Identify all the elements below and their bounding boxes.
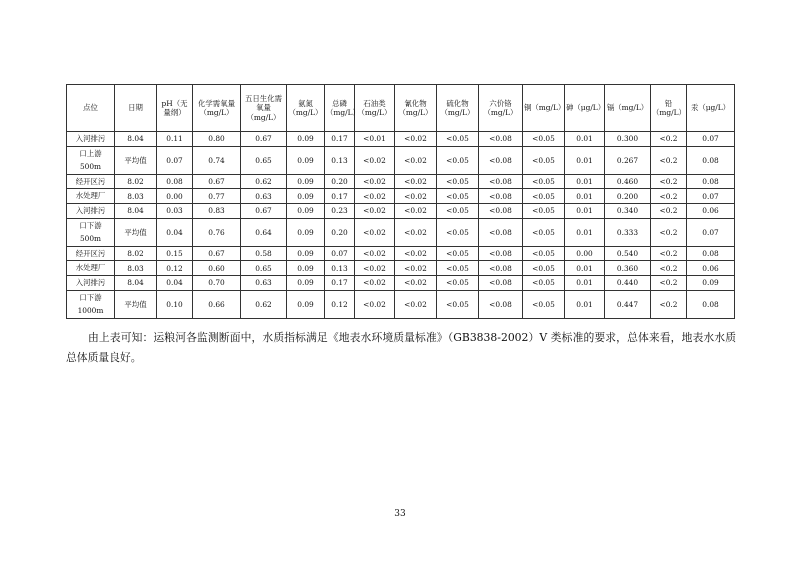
site-label-line: 口上游 xyxy=(79,148,102,158)
table-row xyxy=(67,132,735,147)
value-cell: <0.02 xyxy=(355,203,395,218)
value-cell: 0.09 xyxy=(287,218,325,246)
value-cell: 0.09 xyxy=(287,290,325,318)
value-cell: 0.13 xyxy=(325,261,355,276)
site-label-line: 入河排污 xyxy=(75,134,106,143)
table-row xyxy=(67,261,735,276)
value-cell: <0.05 xyxy=(437,174,479,189)
value-cell: 0.62 xyxy=(241,174,287,189)
value-cell: <0.02 xyxy=(395,275,437,290)
value-cell: 0.540 xyxy=(605,246,651,261)
value-cell: 0.17 xyxy=(325,275,355,290)
page-number: 33 xyxy=(394,509,406,519)
table-row xyxy=(67,290,735,318)
value-cell: 0.17 xyxy=(325,189,355,204)
value-cell: 0.01 xyxy=(565,146,605,174)
value-cell: 0.09 xyxy=(287,261,325,276)
value-cell: 0.66 xyxy=(193,290,241,318)
value-cell: 0.09 xyxy=(287,203,325,218)
value-cell: 0.09 xyxy=(287,246,325,261)
value-cell: 0.10 xyxy=(157,290,193,318)
site-cell xyxy=(67,189,115,204)
value-cell: 0.300 xyxy=(605,132,651,147)
site-label-line: 1000m xyxy=(77,306,104,316)
value-cell: 0.20 xyxy=(325,174,355,189)
value-cell: 0.03 xyxy=(157,203,193,218)
site-label-line: 入河排污 xyxy=(75,205,106,215)
table-row xyxy=(67,275,735,290)
column-header: 砷（μg/L） xyxy=(565,85,605,132)
value-cell: 0.09 xyxy=(287,174,325,189)
value-cell: 0.08 xyxy=(687,290,735,318)
date-cell: 8.02 xyxy=(115,174,157,189)
value-cell: <0.01 xyxy=(355,132,395,147)
value-cell: <0.05 xyxy=(437,275,479,290)
site-cell xyxy=(67,261,115,276)
value-cell: 0.09 xyxy=(287,132,325,147)
value-cell: 0.15 xyxy=(157,246,193,261)
value-cell: <0.05 xyxy=(437,146,479,174)
value-cell: 0.07 xyxy=(325,246,355,261)
site-cell xyxy=(67,218,115,246)
value-cell: 0.17 xyxy=(325,132,355,147)
date-cell: 平均值 xyxy=(115,218,157,246)
value-cell: <0.05 xyxy=(523,203,565,218)
value-cell: <0.05 xyxy=(523,275,565,290)
value-cell: <0.02 xyxy=(355,146,395,174)
value-cell: <0.05 xyxy=(523,290,565,318)
value-cell: <0.05 xyxy=(523,132,565,147)
value-cell: 0.63 xyxy=(241,275,287,290)
value-cell: 0.00 xyxy=(565,246,605,261)
value-cell: 0.23 xyxy=(325,203,355,218)
value-cell: <0.02 xyxy=(395,203,437,218)
column-header: 总磷（mg/L） xyxy=(325,85,355,132)
table-row xyxy=(67,146,735,174)
value-cell: <0.02 xyxy=(395,189,437,204)
value-cell: 0.74 xyxy=(193,146,241,174)
value-cell: 0.01 xyxy=(565,132,605,147)
value-cell: <0.02 xyxy=(355,174,395,189)
value-cell: 0.62 xyxy=(241,290,287,318)
value-cell: <0.02 xyxy=(395,218,437,246)
value-cell: 0.67 xyxy=(241,132,287,147)
value-cell: <0.02 xyxy=(355,189,395,204)
value-cell: 0.09 xyxy=(287,275,325,290)
value-cell: 0.12 xyxy=(325,290,355,318)
value-cell: 0.267 xyxy=(605,146,651,174)
value-cell: <0.2 xyxy=(651,290,687,318)
value-cell: <0.2 xyxy=(651,246,687,261)
value-cell: 0.333 xyxy=(605,218,651,246)
site-label-line: 水处理厂 xyxy=(75,263,106,273)
value-cell: <0.02 xyxy=(355,261,395,276)
value-cell: 0.04 xyxy=(157,275,193,290)
value-cell: <0.05 xyxy=(437,203,479,218)
value-cell: 0.06 xyxy=(687,261,735,276)
value-cell: 0.65 xyxy=(241,261,287,276)
value-cell: 0.83 xyxy=(193,203,241,218)
column-header: 五日生化需氧量（mg/L） xyxy=(241,85,287,132)
value-cell: 0.70 xyxy=(193,275,241,290)
column-header: 石油类（mg/L） xyxy=(355,85,395,132)
value-cell: <0.05 xyxy=(437,246,479,261)
value-cell: <0.08 xyxy=(479,203,523,218)
value-cell: <0.05 xyxy=(523,174,565,189)
date-cell: 平均值 xyxy=(115,146,157,174)
value-cell: <0.08 xyxy=(479,261,523,276)
value-cell: 0.440 xyxy=(605,275,651,290)
table-row xyxy=(67,203,735,218)
value-cell: 0.06 xyxy=(687,203,735,218)
site-label-line: 入河排污 xyxy=(75,277,106,287)
value-cell: <0.05 xyxy=(437,218,479,246)
value-cell: 0.12 xyxy=(157,261,193,276)
site-label-line: 水处理厂 xyxy=(75,191,106,201)
value-cell: <0.2 xyxy=(651,203,687,218)
date-cell: 8.04 xyxy=(115,132,157,147)
value-cell: 0.09 xyxy=(287,189,325,204)
value-cell: 0.67 xyxy=(193,174,241,189)
site-label-line: 500m xyxy=(79,162,102,172)
value-cell: <0.08 xyxy=(479,146,523,174)
value-cell: 0.60 xyxy=(193,261,241,276)
date-cell: 8.03 xyxy=(115,261,157,276)
site-label-line: 经开区污 xyxy=(75,176,106,186)
value-cell: 0.64 xyxy=(241,218,287,246)
conclusion-paragraph: 由上表可知：运粮河各监测断面中，水质指标满足《地表水环境质量标准》（GB3838-2002）V 类标准的要求，总体来看，地表水水质总体质量良好。 xyxy=(66,331,736,364)
site-cell xyxy=(67,174,115,189)
value-cell: <0.08 xyxy=(479,246,523,261)
value-cell: 0.09 xyxy=(687,275,735,290)
value-cell: <0.05 xyxy=(523,261,565,276)
value-cell: 0.07 xyxy=(687,132,735,147)
column-header: pH（无量纲） xyxy=(157,85,193,132)
site-cell xyxy=(67,132,115,147)
site-cell xyxy=(67,290,115,318)
value-cell: <0.05 xyxy=(523,146,565,174)
value-cell: 0.01 xyxy=(565,261,605,276)
value-cell: <0.08 xyxy=(479,290,523,318)
value-cell: 0.80 xyxy=(193,132,241,147)
column-header: 硫化物（mg/L） xyxy=(437,85,479,132)
value-cell: <0.2 xyxy=(651,218,687,246)
value-cell: <0.2 xyxy=(651,174,687,189)
value-cell: <0.05 xyxy=(437,132,479,147)
value-cell: <0.05 xyxy=(437,290,479,318)
value-cell: <0.05 xyxy=(437,261,479,276)
table-body xyxy=(67,132,735,319)
value-cell: <0.08 xyxy=(479,174,523,189)
date-cell: 8.04 xyxy=(115,203,157,218)
column-header: 六价铬（mg/L） xyxy=(479,85,523,132)
value-cell: <0.05 xyxy=(523,189,565,204)
value-cell: 0.07 xyxy=(687,189,735,204)
value-cell: <0.02 xyxy=(395,246,437,261)
value-cell: <0.02 xyxy=(355,290,395,318)
site-cell xyxy=(67,246,115,261)
value-cell: 0.09 xyxy=(287,146,325,174)
column-header: 化学需氧量（mg/L） xyxy=(193,85,241,132)
value-cell: 0.200 xyxy=(605,189,651,204)
value-cell: <0.2 xyxy=(651,189,687,204)
value-cell: 0.04 xyxy=(157,218,193,246)
date-cell: 平均值 xyxy=(115,290,157,318)
value-cell: 0.67 xyxy=(241,203,287,218)
date-cell: 8.03 xyxy=(115,189,157,204)
value-cell: <0.02 xyxy=(395,174,437,189)
value-cell: <0.02 xyxy=(395,290,437,318)
site-cell xyxy=(67,275,115,290)
value-cell: 0.77 xyxy=(193,189,241,204)
value-cell: <0.2 xyxy=(651,275,687,290)
water-quality-table xyxy=(66,84,735,319)
value-cell: <0.02 xyxy=(355,246,395,261)
value-cell: 0.08 xyxy=(687,246,735,261)
value-cell: 0.13 xyxy=(325,146,355,174)
value-cell: 0.01 xyxy=(565,174,605,189)
value-cell: <0.05 xyxy=(437,189,479,204)
value-cell: <0.05 xyxy=(523,218,565,246)
value-cell: <0.02 xyxy=(395,261,437,276)
value-cell: 0.447 xyxy=(605,290,651,318)
value-cell: 0.11 xyxy=(157,132,193,147)
value-cell: 0.65 xyxy=(241,146,287,174)
value-cell: 0.01 xyxy=(565,218,605,246)
column-header: 镉（mg/L） xyxy=(605,85,651,132)
value-cell: 0.08 xyxy=(687,174,735,189)
value-cell: <0.02 xyxy=(355,275,395,290)
value-cell: <0.2 xyxy=(651,132,687,147)
column-header: 点位 xyxy=(67,85,115,132)
table-header-row xyxy=(67,85,735,132)
column-header: 氰化物（mg/L） xyxy=(395,85,437,132)
table-row xyxy=(67,218,735,246)
value-cell: 0.08 xyxy=(157,174,193,189)
site-label-line: 口下游 xyxy=(79,292,102,302)
value-cell: 0.01 xyxy=(565,290,605,318)
column-header: 日期 xyxy=(115,85,157,132)
value-cell: <0.08 xyxy=(479,218,523,246)
value-cell: 0.67 xyxy=(193,246,241,261)
value-cell: <0.02 xyxy=(395,132,437,147)
column-header: 汞（μg/L） xyxy=(687,85,735,132)
column-header: 铜（mg/L） xyxy=(523,85,565,132)
value-cell: 0.07 xyxy=(157,146,193,174)
value-cell: 0.08 xyxy=(687,146,735,174)
value-cell: <0.2 xyxy=(651,261,687,276)
value-cell: 0.76 xyxy=(193,218,241,246)
value-cell: 0.63 xyxy=(241,189,287,204)
table-row xyxy=(67,189,735,204)
value-cell: 0.460 xyxy=(605,174,651,189)
date-cell: 8.02 xyxy=(115,246,157,261)
value-cell: 0.00 xyxy=(157,189,193,204)
column-header: 氨氮（mg/L） xyxy=(287,85,325,132)
value-cell: 0.360 xyxy=(605,261,651,276)
site-label-line: 经开区污 xyxy=(75,248,106,258)
site-label-line: 口下游 xyxy=(79,220,102,230)
site-cell xyxy=(67,146,115,174)
value-cell: <0.02 xyxy=(355,218,395,246)
value-cell: 0.01 xyxy=(565,203,605,218)
table-row xyxy=(67,246,735,261)
value-cell: 0.340 xyxy=(605,203,651,218)
value-cell: 0.01 xyxy=(565,189,605,204)
value-cell: 0.01 xyxy=(565,275,605,290)
value-cell: 0.58 xyxy=(241,246,287,261)
date-cell: 8.04 xyxy=(115,275,157,290)
table-row xyxy=(67,174,735,189)
value-cell: 0.07 xyxy=(687,218,735,246)
value-cell: <0.05 xyxy=(523,246,565,261)
value-cell: 0.20 xyxy=(325,218,355,246)
value-cell: <0.08 xyxy=(479,132,523,147)
value-cell: <0.08 xyxy=(479,189,523,204)
value-cell: <0.02 xyxy=(395,146,437,174)
site-cell xyxy=(67,203,115,218)
column-header: 铅（mg/L） xyxy=(651,85,687,132)
site-label-line: 500m xyxy=(79,234,102,244)
value-cell: <0.08 xyxy=(479,275,523,290)
value-cell: <0.2 xyxy=(651,146,687,174)
